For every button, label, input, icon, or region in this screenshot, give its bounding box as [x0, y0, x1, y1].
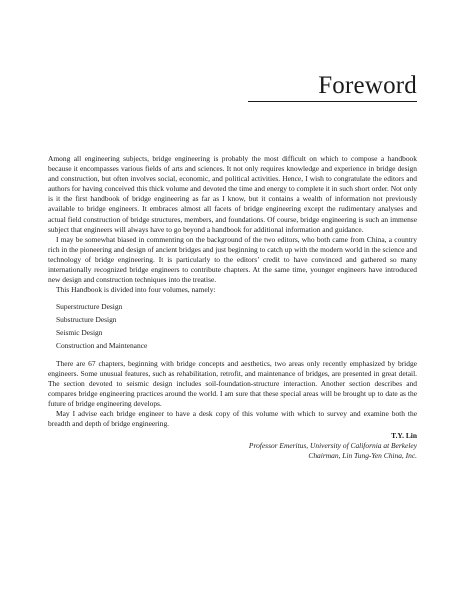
volume-item: Seismic Design	[56, 327, 103, 337]
paragraph-5: May I advise each bridge engineer to have a desk copy of this volume with which to survey and examine both the breadth and depth of bridge engineering.	[48, 408, 417, 429]
title-rule	[248, 101, 417, 102]
author-title: Chairman, Lin Tung-Yen China, Inc.	[308, 451, 417, 461]
paragraph-4: There are 67 chapters, beginning with bridge concepts and aesthetics, two areas only recently emphasized by bridge engineers. Some unusual features, such as rehabilitation, retrofit, and maintenance of bridges, are presented in great detail. The section devoted to seismic design includes soil-foundation-structure interaction. Another section describes and compares bridge engineering practices around the world. I am sure that these special areas will be brought up to date as the future of bridge engineering develops.	[48, 358, 417, 408]
paragraph-1: Among all engineering subjects, bridge engineering is probably the most difficult on which to compose a handbook because it encompasses various fields of arts and sciences. It not only requires knowledge and experience in bridge design and construction, but often involves social, economic, and political activities. Hence, I wish to congratulate the editors and authors for having conceived this thick volume and devoted the time and energy to complete it in such short order. Not only is it the first handbook of bridge engineering as far as I know, but it contains a wealth of information not previously available to bridge engineers. It embraces almost all facets of bridge engineering except the rudimentary analyses and actual field construction of bridge structures, members, and foundations. Of course, bridge engineering is such an immense subject that engineers will always have to go beyond a handbook for additional information and guidance.	[48, 154, 417, 234]
volume-item: Substructure Design	[56, 315, 117, 325]
author-title: Professor Emeritus, University of California at Berkeley	[248, 441, 417, 451]
signature-block	[48, 431, 417, 461]
foreword-body	[48, 154, 417, 461]
volume-list	[56, 301, 417, 352]
page-title: Foreword	[318, 72, 417, 99]
volume-item: Superstructure Design	[56, 302, 123, 312]
paragraph-3: This Handbook is divided into four volumes, namely:	[56, 285, 216, 295]
volume-item: Construction and Maintenance	[56, 340, 148, 350]
paragraph-2: I may be somewhat biased in commenting on the background of the two editors, who both came from China, a country rich in the pioneering and design of ancient bridges and just beginning to catch up with the modern world in the science and technology of bridge engineering. It is particularly to the editors’ credit to have convinced and gathered so many internationally recognized bridge engineers to contribute chapters. At the same time, younger engineers have introduced new design and construction techniques into the treatise.	[48, 234, 417, 285]
author-name: T.Y. Lin	[391, 431, 417, 441]
